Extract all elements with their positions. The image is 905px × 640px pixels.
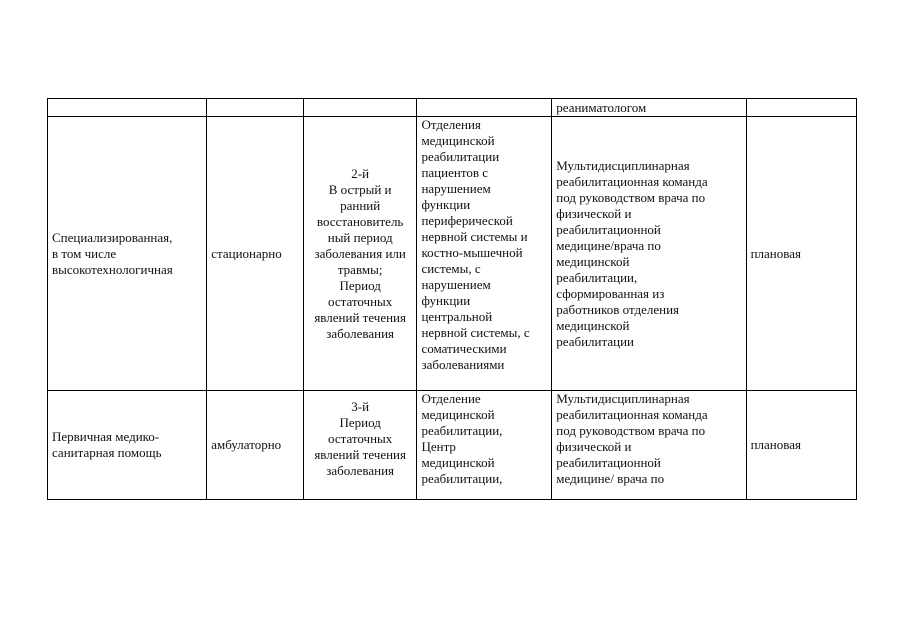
form-text: плановая: [750, 437, 801, 452]
rehabilitation-table: [47, 98, 857, 500]
table-cell-stage: [303, 117, 417, 391]
table-cell-department: [417, 391, 552, 500]
form-text: плановая: [750, 245, 801, 261]
table-cell-condition: [207, 391, 304, 500]
condition-text: стационарно: [211, 245, 282, 261]
stage-text: 2-й В острый и ранний восстановитель ный период заболевания или травмы; Период остаточных явлений течения заболевания: [314, 165, 406, 341]
table-cell-department: [417, 99, 552, 117]
department-text: Отделение медицинской реабилитации, Центр медицинской реабилитации,: [421, 391, 503, 486]
table-cell-form: [746, 391, 856, 500]
table-cell-stage: [303, 99, 417, 117]
care-level-text: Первичная медико- санитарная помощь: [52, 429, 162, 460]
table-cell-team: [552, 117, 746, 391]
table-cell-department: [417, 117, 552, 391]
stage-text: 3-й Период остаточных явлений течения заболевания: [314, 399, 406, 478]
team-text: Мультидисциплинарная реабилитационная команда под руководством врача по физической и реабилитационной медицине/ врача по: [556, 391, 708, 486]
table-cell-form: [746, 117, 856, 391]
table-cell-condition: [207, 117, 304, 391]
condition-text: амбулаторно: [211, 437, 282, 452]
table-cell-level: [48, 117, 207, 391]
table-row-specialized: [48, 117, 857, 391]
table-cell-level: [48, 99, 207, 117]
care-level-text: Специализированная, в том числе высокотехнологичная: [52, 229, 173, 277]
team-text: Мультидисциплинарная реабилитационная команда под руководством врача по физической и реабилитационной медицине/врача по медицинской реабилитации, сформированная из работников отделения медицинской реабилитации: [556, 157, 708, 349]
table-cell-level: [48, 391, 207, 500]
team-continuation-text: реаниматологом: [556, 100, 647, 115]
table-cell-stage: [303, 391, 417, 500]
table-cell-team: [552, 99, 746, 117]
table-cell-condition: [207, 99, 304, 117]
table-row-continuation: [48, 99, 857, 117]
table-cell-team: [552, 391, 746, 500]
department-text: Отделения медицинской реабилитации пациентов с нарушением функции периферической нервной системы и костно-мышечной системы, с нарушением функции центральной нервной системы, с соматическими заболеваниями: [421, 117, 530, 372]
table-row-primary: [48, 391, 857, 500]
table-cell-form: [746, 99, 856, 117]
